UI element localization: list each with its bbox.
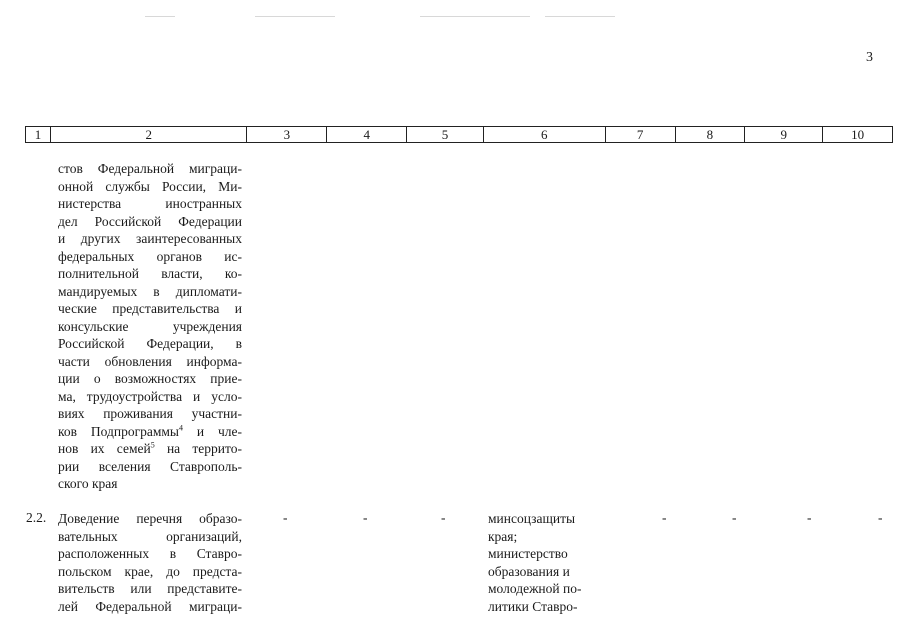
text-fragment: на террито-: [154, 441, 242, 456]
column-header-4: 4: [327, 127, 407, 142]
row-executor: [488, 510, 610, 615]
text-line: расположенных в Ставро-: [58, 546, 242, 561]
column-header-9: 9: [745, 127, 823, 142]
column-header-3: 3: [247, 127, 327, 142]
text-line: минсоцзащиты: [488, 511, 576, 526]
cell-col5: -: [441, 510, 446, 525]
text-line: части обновления информа-: [58, 353, 242, 369]
text-line: рии вселения Ставрополь-: [58, 458, 242, 474]
text-line: ма, трудоустройства и усло-: [58, 388, 242, 404]
text-fragment: и чле-: [183, 423, 242, 439]
column-header-6: 6: [484, 127, 606, 142]
text-line: Российской Федерации, в: [58, 336, 242, 351]
text-line: дел Российской Федерации: [58, 213, 242, 229]
text-line: лей Федеральной миграци-: [58, 598, 242, 614]
cell-col3: -: [283, 510, 288, 525]
text-line: польском крае, до предста-: [58, 563, 242, 579]
text-line: Доведение перечня образо-: [58, 511, 242, 526]
page-number: 3: [866, 50, 873, 65]
text-line: ского края: [58, 476, 118, 491]
scan-artifact: [255, 16, 335, 17]
text-line: онной службы России, Ми-: [58, 178, 242, 194]
text-line: ции о возможностях прие-: [58, 371, 242, 386]
text-line: стов Федеральной миграци-: [58, 161, 242, 176]
text-line: литики Ставро-: [488, 598, 578, 614]
text-line-with-footnote: [58, 440, 242, 458]
cell-col8: -: [732, 510, 737, 525]
text-line-with-footnote: [58, 423, 242, 441]
column-header-1: 1: [26, 127, 51, 142]
text-line: вательных организаций,: [58, 528, 242, 544]
scan-artifact: [545, 16, 615, 17]
text-line: вительств или представите-: [58, 581, 242, 596]
column-header-2: 2: [51, 127, 248, 142]
cell-col9: -: [807, 510, 812, 525]
text-line: и других заинтересованных: [58, 231, 242, 246]
text-line: министерство: [488, 546, 568, 561]
column-header-10: 10: [851, 127, 865, 142]
scan-artifact: [420, 16, 530, 17]
text-line: виях проживания участни-: [58, 406, 242, 421]
continued-row-description: [58, 160, 242, 493]
text-line: нистерства иностранных: [58, 196, 242, 211]
column-header-7: 7: [606, 127, 676, 142]
column-header-8: 8: [676, 127, 746, 142]
text-line: ческие представительства и: [58, 301, 242, 316]
scan-artifact: [145, 16, 175, 17]
text-line: федеральных органов ис-: [58, 248, 242, 264]
text-line: молодежной по-: [488, 581, 582, 596]
text-line: мандируемых в дипломати-: [58, 283, 242, 299]
cell-col4: -: [363, 510, 368, 525]
text-fragment: нов их семей: [58, 441, 151, 456]
table-column-header-row: [25, 126, 893, 143]
text-line: образования и: [488, 563, 570, 579]
row-number: 2.2.: [26, 510, 47, 525]
text-fragment: ков Подпрограммы: [58, 423, 180, 439]
text-line: консульские учреждения: [58, 318, 242, 334]
text-line: края;: [488, 528, 518, 544]
cell-col7: -: [662, 510, 667, 525]
row-description: [58, 510, 242, 615]
column-header-5: 5: [407, 127, 484, 142]
text-line: полнительной власти, ко-: [58, 266, 242, 281]
footnote-marker: 5: [150, 440, 155, 450]
cell-col10: -: [878, 510, 883, 525]
footnote-marker: 4: [179, 423, 184, 432]
